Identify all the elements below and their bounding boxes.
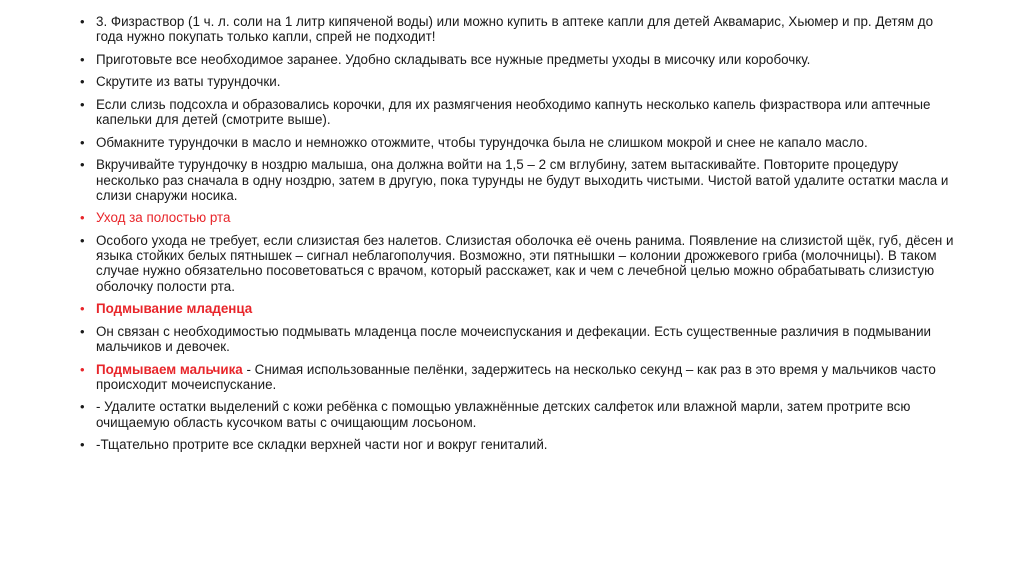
bullet-icon: •	[80, 210, 85, 226]
bullet-icon: •	[80, 323, 85, 339]
list-item	[80, 437, 960, 452]
section-heading-washing: Подмывание младенца	[96, 301, 253, 317]
list-item	[80, 74, 960, 89]
item-text: Он связан с необходимостью подмывать младенца после мочеиспускания и дефекации. Есть существенные различия в подмывании мальчиков и девочек.	[96, 323, 932, 354]
item-text: Если слизь подсохла и образовались корочки, для их размягчения необходимо капнуть несколько капель физраствора или аптечные капельки для детей (смотрите выше).	[96, 96, 931, 128]
item-text: Скрутите из ваты турундочки.	[96, 74, 281, 90]
list-item	[80, 399, 960, 429]
section-heading-mouth-care: Уход за полостью рта	[96, 210, 231, 226]
list-item	[80, 52, 960, 67]
bullet-icon: •	[80, 399, 85, 415]
bullet-icon: •	[80, 232, 85, 248]
list-item	[80, 97, 960, 127]
item-text: 3. Физраствор (1 ч. л. соли на 1 литр кипяченой воды) или можно купить в аптеке капли для детей Аквамарис, Хьюмер и пр. Детям до года нужно покупать только капли, спрей не подходит!	[96, 14, 934, 45]
bullet-icon: •	[80, 301, 85, 317]
bullet-icon: •	[80, 14, 85, 29]
bullet-icon: •	[80, 96, 85, 112]
item-lead-boy: Подмываем мальчика	[96, 361, 243, 377]
bullet-list	[80, 14, 960, 460]
list-item	[80, 157, 960, 203]
list-item	[80, 135, 960, 150]
bullet-icon: •	[80, 437, 85, 453]
item-text: Приготовьте все необходимое заранее. Удобно складывать все нужные предметы уходы в мисочку или коробочку.	[96, 51, 811, 67]
bullet-icon: •	[80, 51, 85, 67]
item-text: Особого ухода не требует, если слизистая без налетов. Слизистая оболочка её очень ранима. Появление на слизистой щёк, губ, дёсен и языка стойких белых пятнышек – сигнал неблагополучия. Возможно, эти пятнышки – колонии дрожжевого гриба (молочницы). В таком случае нужно обязательно посоветоваться с врачом, который расскажет, как и чем с лечебной целью можно обрабатывать слизистую оболочку полости рта.	[96, 232, 954, 294]
bullet-icon: •	[80, 157, 85, 173]
list-item	[80, 14, 960, 44]
item-text: - Удалите остатки выделений с кожи ребёнка с помощью увлажнённые детских салфеток или влажной марли, затем протрите всю очищаемую область кусочком ваты с очищающим лосьоном.	[96, 399, 911, 430]
list-item	[80, 233, 960, 294]
item-text: -Тщательно протрите все складки верхней части ног и вокруг гениталий.	[96, 437, 548, 453]
list-item	[80, 324, 960, 354]
list-item	[80, 362, 960, 392]
item-text: Вкручивайте турундочку в ноздрю малыша, она должна войти на 1,5 – 2 см вглубину, затем вытаскивайте. Повторите процедуру несколько раз сначала в одну ноздрю, затем в другую, пока турунды не будут выходить чистыми. Чистой ватой удалите остатки масла и слизи снаружи носика.	[96, 157, 949, 203]
bullet-icon: •	[80, 134, 85, 150]
bullet-icon: •	[80, 361, 85, 377]
item-text: - Снимая использованные пелёнки, задержитесь на несколько секунд – как раз в это время у мальчиков часто происходит мочеиспускание.	[96, 361, 936, 392]
bullet-icon: •	[80, 74, 85, 90]
item-text: Обмакните турундочки в масло и немножко отожмите, чтобы турундочка была не слишком мокрой и снее не капало масло.	[96, 134, 868, 150]
list-item-heading	[80, 301, 960, 316]
list-item-heading	[80, 210, 960, 225]
